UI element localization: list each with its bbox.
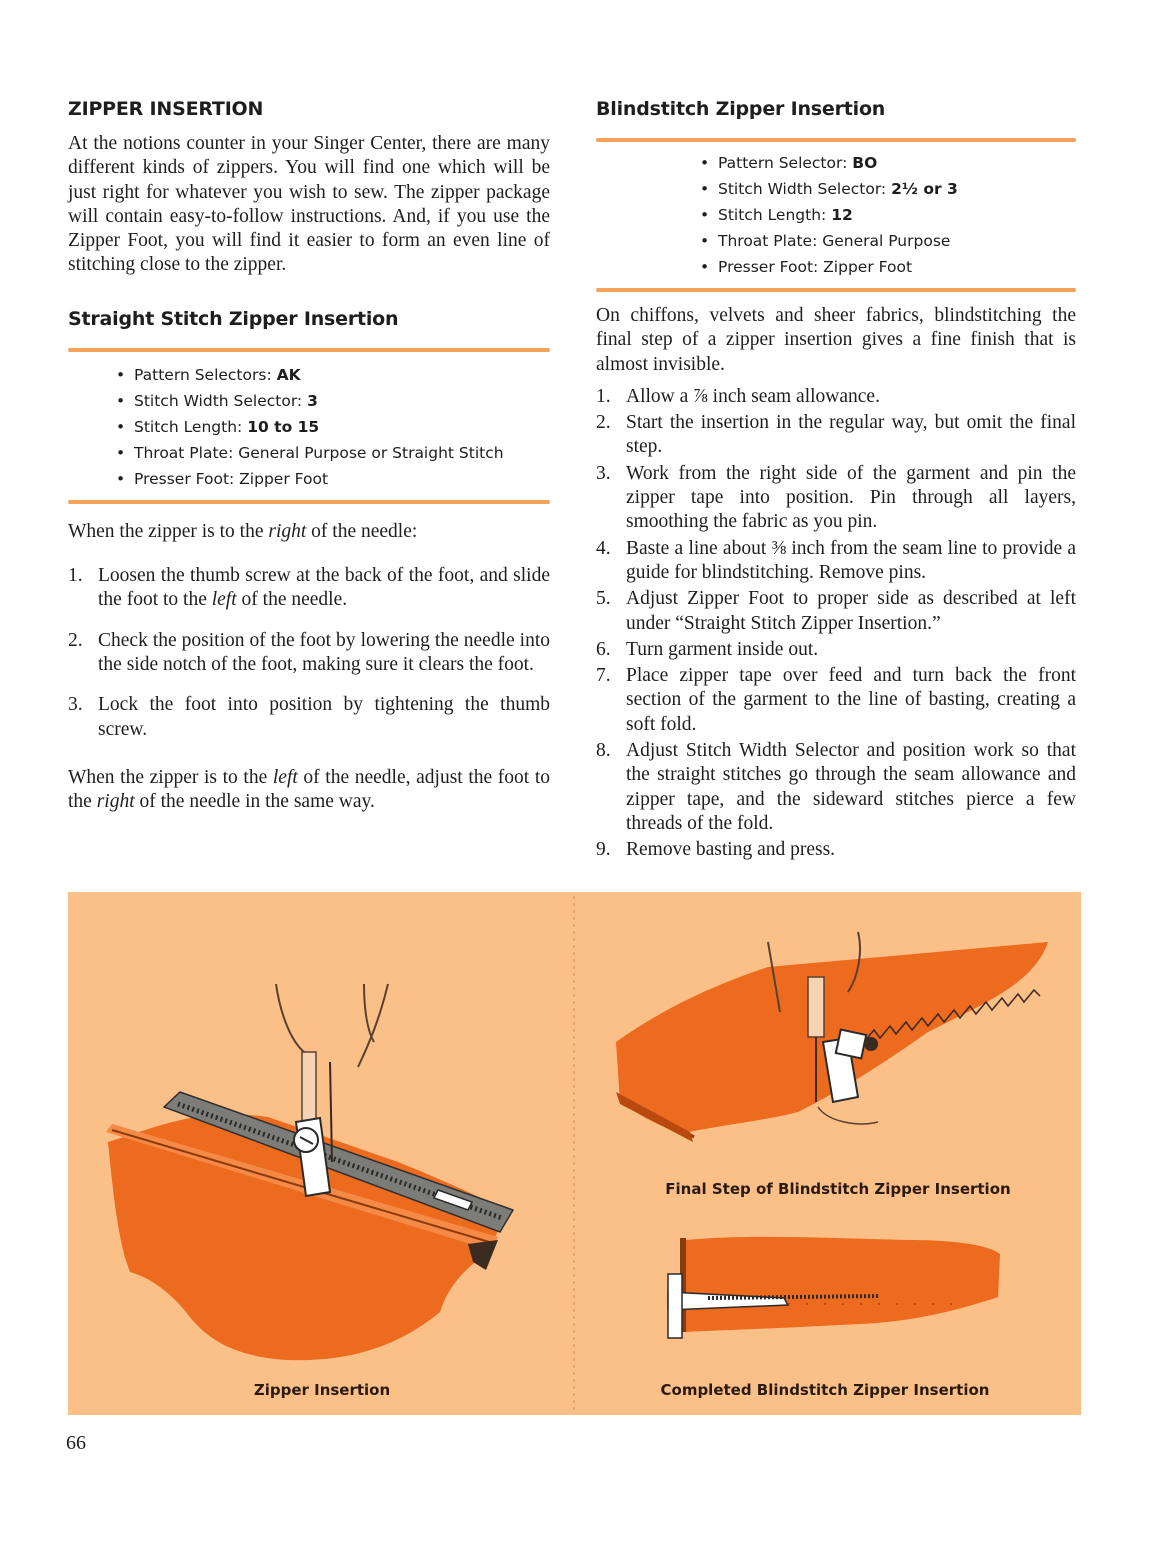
divider-rule (596, 288, 1076, 292)
blindstitch-settings (700, 150, 1076, 280)
garment-fabric-icon (686, 1237, 1000, 1332)
setting-item: • Pattern Selector: BO (700, 150, 1076, 176)
step-item: 3. Lock the foot into position by tightening the thumb screw. (68, 694, 550, 740)
step-item: 7. Place zipper tape over feed and turn back the front section of the garment to the line of basting, creating a soft fold. (596, 665, 1076, 735)
straight-stitch-subheading: Straight Stitch Zipper Insertion (68, 307, 399, 330)
straight-stitch-steps (68, 564, 550, 742)
setting-item: • Stitch Length: 12 (700, 202, 1076, 228)
blindstitch-steps (596, 385, 1076, 863)
step-item: 4. Baste a line about ⅜ inch from the seam line to provide a guide for blindstitching. Remove pins. (596, 537, 1076, 583)
section-heading: ZIPPER INSERTION (68, 98, 264, 120)
setting-item: • Throat Plate: General Purpose (700, 228, 1076, 254)
setting-item: • Presser Foot: Zipper Foot (116, 466, 550, 492)
blindstitch-intro: On chiffons, velvets and sheer fabrics, blindstitching the final step of a zipper insertion gives a fine finish that is almost invisible. (596, 305, 1076, 375)
setting-item: • Stitch Width Selector: 3 (116, 388, 550, 414)
blindstitch-final-step-illustration (616, 932, 1048, 1142)
needle-bar-icon (808, 977, 824, 1037)
page-number: 66 (66, 1432, 86, 1454)
caption-zipper-insertion: Zipper Insertion (253, 1381, 391, 1399)
zipper-teeth-icon (708, 1296, 878, 1298)
straight-stitch-settings (116, 362, 550, 492)
caption-completed: Completed Blindstitch Zipper Insertion (660, 1381, 990, 1399)
step-item: 2. Start the insertion in the regular way, but omit the final step. (596, 412, 1076, 458)
thumb-screw-icon (864, 1037, 878, 1051)
step-item: 8. Adjust Stitch Width Selector and position work so that the straight stitches go through the seam allowance and zipper tape, and the sideward stitches pierce a few threads of the fold. (596, 740, 1076, 834)
intro-paragraph: At the notions counter in your Singer Center, there are many different kinds of zippers. You will find one which will be just right for whatever you wish to sew. The zipper package will contain easy-to-follow instructions. And, if you use the Zipper Foot, you will find it easier to form an even line of stitching close to the zipper. (68, 133, 550, 276)
setting-item: • Stitch Length: 10 to 15 (116, 414, 550, 440)
right-side-lead: When the zipper is to the right of the needle: (68, 520, 418, 542)
illustrations-svg (68, 892, 1081, 1415)
blindstitch-subheading: Blindstitch Zipper Insertion (596, 98, 886, 120)
zipper-insertion-illustration (106, 984, 513, 1360)
caption-final-step: Final Step of Blindstitch Zipper Insertion (665, 1180, 1011, 1198)
step-item: 2. Check the position of the foot by lowering the needle into the side notch of the foot, making sure it clears the foot. (68, 629, 550, 675)
needle-bar-icon (302, 1052, 316, 1122)
left-column (68, 98, 550, 814)
garment-fabric-icon (616, 942, 1048, 1132)
step-item: 9. Remove basting and press. (596, 839, 836, 861)
step-item: 3. Work from the right side of the garment and pin the zipper tape into position. Pin through all layers, smoothing the fabric as you pin. (596, 462, 1076, 533)
divider-rule (68, 348, 550, 352)
step-item: 1. Allow a ⅞ inch seam allowance. (596, 385, 880, 407)
right-column (596, 98, 1076, 863)
step-item: 1. Loosen the thumb screw at the back of the foot, and slide the foot to the left of the needle. (68, 565, 550, 611)
left-side-note: When the zipper is to the left of the needle, adjust the foot to the right of the needle in the same way. (68, 766, 550, 813)
blindstitch-completed-illustration (668, 1237, 1000, 1338)
setting-item: • Throat Plate: General Purpose or Straight Stitch (116, 440, 550, 466)
step-item: 6. Turn garment inside out. (596, 638, 819, 660)
setting-item: • Presser Foot: Zipper Foot (700, 254, 1076, 280)
illustration-panel (68, 892, 1081, 1415)
divider-rule (596, 138, 1076, 142)
step-item: 5. Adjust Zipper Foot to proper side as described at left under “Straight Stitch Zipper Insertion.” (596, 588, 1076, 634)
setting-item: • Stitch Width Selector: 2½ or 3 (700, 176, 1076, 202)
divider-rule (68, 500, 550, 504)
zipper-pull-icon (668, 1274, 682, 1338)
setting-item: • Pattern Selectors: AK (116, 362, 550, 388)
